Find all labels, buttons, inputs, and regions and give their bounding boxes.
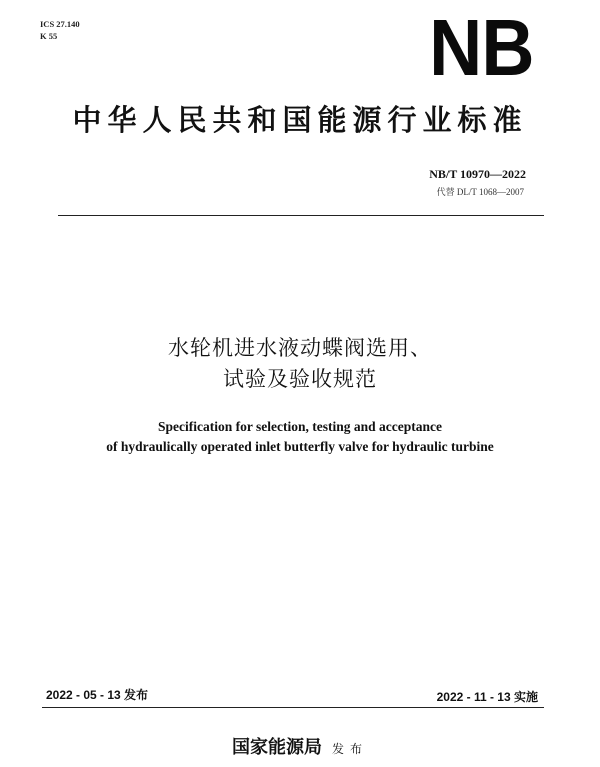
title-en-line1: Specification for selection, testing and acceptance bbox=[158, 419, 442, 434]
publisher bbox=[0, 733, 600, 759]
footer-divider bbox=[42, 707, 544, 708]
publisher-action: 发布 bbox=[331, 742, 368, 756]
issuing-standard-category: 中华人民共和国能源行业标准 bbox=[72, 103, 528, 137]
standard-number: NB/T 10970—2022 bbox=[429, 167, 526, 181]
nb-logo: NB bbox=[429, 3, 534, 92]
publisher-name: 国家能源局 bbox=[231, 737, 322, 758]
title-cn-line1: 水轮机进水液动蝶阀选用、 bbox=[168, 336, 432, 360]
replaced-standard: 代替 DL/T 1068—2007 bbox=[436, 187, 524, 197]
title-en-line2: of hydraulically operated inlet butterfly valve for hydraulic turbine bbox=[106, 439, 494, 454]
ics-code: ICS 27.140 bbox=[40, 19, 80, 29]
effective-date: 2022 - 11 - 13 实施 bbox=[436, 690, 538, 704]
issue-date: 2022 - 05 - 13 发布 bbox=[46, 688, 149, 702]
ccs-code: K 55 bbox=[40, 31, 58, 41]
classification-codes bbox=[40, 18, 80, 42]
header-divider bbox=[58, 215, 544, 216]
title-cn-line2: 试验及验收规范 bbox=[223, 367, 377, 391]
